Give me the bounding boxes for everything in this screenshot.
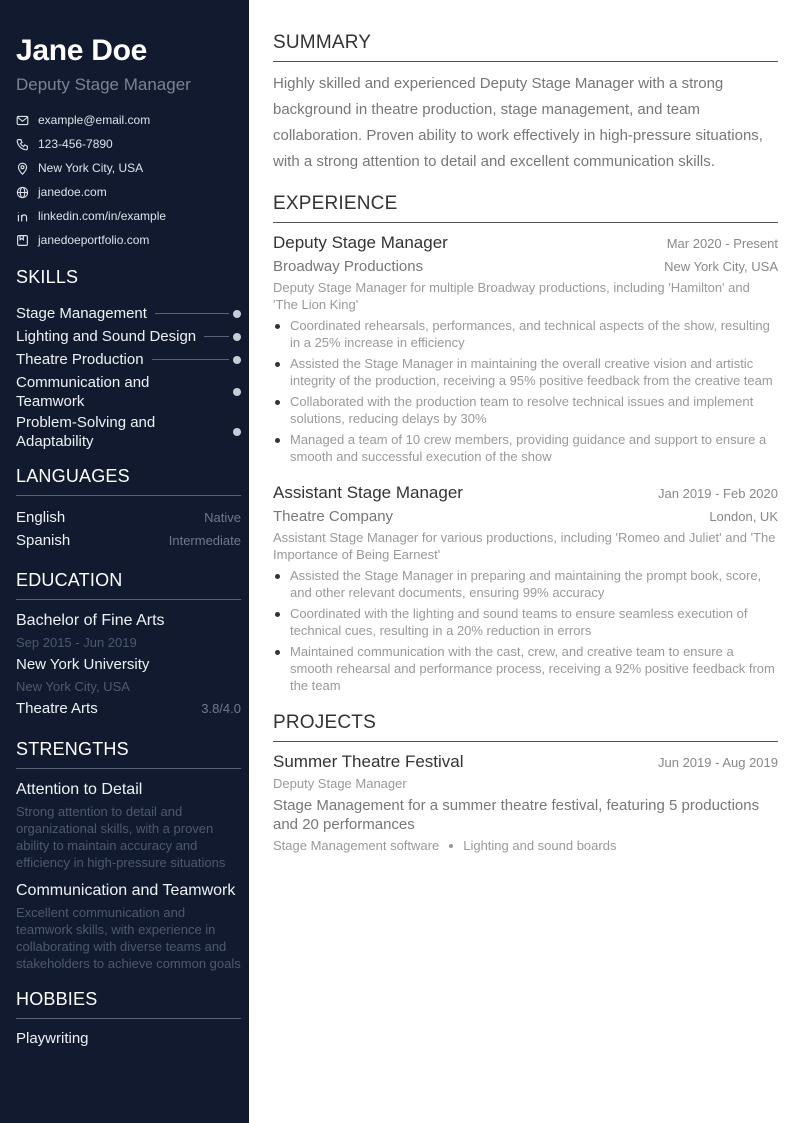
summary-text: Highly skilled and experienced Deputy Stage Manager with a strong background in theatre production, stage management, and team collaboration. Proven ability to work effectively in high-pressure situations, with a strong attention to detail and excellent communication skills.: [273, 75, 763, 170]
strength-title: Attention to Detail: [16, 781, 143, 798]
skill-item: [16, 348, 241, 371]
skill-item: [16, 373, 241, 411]
job-description: Assistant Stage Manager for various productions, including 'Romeo and Juliet' and 'The Importance of Being Earnest': [273, 530, 776, 562]
project-title: Summer Theatre Festival: [273, 752, 464, 771]
candidate-name: Jane Doe: [16, 34, 147, 67]
strengths-list: [16, 779, 241, 972]
experience-entry: [273, 231, 778, 465]
contact-list: [16, 108, 241, 252]
skill-label: Communication and Teamwork: [16, 374, 150, 410]
strength-description: Excellent communication and teamwork skills, with experience in collaborating with diverse teams and stakeholders to achieve common goals: [16, 905, 241, 971]
education-dates: Sep 2015 - Jun 2019: [16, 635, 137, 650]
strength-description: Strong attention to detail and organizational skills, with a proven ability to maintain accuracy and efficiency in high-pressure situations: [16, 804, 226, 870]
language-name: Spanish: [16, 532, 71, 549]
skill-level-dot: [233, 356, 241, 364]
skill-item: [16, 302, 241, 325]
education-degree: Bachelor of Fine Arts: [16, 612, 165, 629]
language-item: [16, 529, 241, 552]
contact-portfolio[interactable]: [16, 228, 241, 252]
skill-connector: [174, 392, 229, 393]
hobbies-heading: HOBBIES: [16, 988, 241, 1019]
project-role: Deputy Stage Manager: [273, 776, 407, 791]
job-header-row: [273, 481, 778, 505]
job-title: Deputy Stage Manager: [273, 233, 448, 252]
strengths-heading: STRENGTHS: [16, 738, 241, 769]
skill-connector: [174, 432, 229, 433]
projects-section: [273, 712, 778, 853]
job-achievements: [273, 567, 778, 694]
achievement-item: Collaborated with the production team to resolve technical issues and implement solutions, reducing delays by 30%: [273, 393, 778, 427]
contact-email[interactable]: [16, 108, 241, 132]
education-gpa: 3.8/4.0: [201, 701, 241, 716]
achievement-item: Assisted the Stage Manager in maintaining the overall creative vision and artistic integrity of the production, receiving a 95% positive feedback from the creative team: [273, 355, 778, 389]
job-company-row: [273, 505, 778, 529]
summary-heading: SUMMARY: [273, 32, 778, 62]
location-pin-icon: [16, 162, 29, 175]
job-company: Theatre Company: [273, 508, 394, 525]
language-item: [16, 506, 241, 529]
achievement-item: Assisted the Stage Manager in preparing and maintaining the prompt book, score, and other relevant documents, ensuring 99% accuracy: [273, 567, 778, 601]
contact-linkedin[interactable]: [16, 204, 241, 228]
skill-level-dot: [233, 428, 241, 436]
mail-icon: [16, 114, 29, 127]
experience-section: [273, 193, 778, 694]
languages-list: [16, 506, 241, 552]
contact-location: [16, 156, 241, 180]
project-dates: Jun 2019 - Aug 2019: [658, 755, 778, 770]
main-content: [273, 32, 778, 853]
language-level: Intermediate: [168, 533, 241, 548]
contact-website-text: janedoe.com: [38, 185, 107, 199]
project-entry: [273, 750, 778, 853]
language-name: English: [16, 509, 66, 526]
skill-level-dot: [233, 388, 241, 396]
experience-heading: EXPERIENCE: [273, 193, 778, 223]
contact-portfolio-text: janedoeportfolio.com: [38, 233, 150, 247]
contact-email-text: example@email.com: [38, 113, 151, 127]
job-dates: Jan 2019 - Feb 2020: [658, 486, 778, 501]
skill-label: Theatre Production: [16, 351, 144, 368]
achievement-item: Managed a team of 10 crew members, providing guidance and support to ensure a smooth and successful execution of the show: [273, 431, 778, 465]
projects-heading: PROJECTS: [273, 712, 778, 742]
contact-location-text: New York City, USA: [38, 161, 144, 175]
globe-icon: [16, 186, 29, 199]
linkedin-icon: [16, 210, 29, 223]
project-description: Stage Management for a summer theatre festival, featuring 5 productions and 20 performances: [273, 797, 760, 833]
project-tools: [273, 838, 778, 853]
achievement-item: Coordinated with the lighting and sound teams to ensure seamless execution of technical cues, resulting in a 20% reduction in errors: [273, 605, 778, 639]
job-description: Deputy Stage Manager for multiple Broadway productions, including 'Hamilton' and 'The Lion King': [273, 280, 750, 312]
skills-heading: SKILLS: [16, 267, 79, 287]
education-school: New York University: [16, 656, 150, 673]
job-dates: Mar 2020 - Present: [666, 236, 778, 251]
skill-level-dot: [233, 333, 241, 341]
education-heading: EDUCATION: [16, 569, 241, 600]
contact-linkedin-text: linkedin.com/in/example: [38, 209, 167, 223]
skill-item: [16, 413, 241, 451]
contact-phone[interactable]: [16, 132, 241, 156]
skill-connector: [155, 313, 229, 314]
project-tool: Stage Management software: [273, 838, 440, 853]
hobby-item: Playwriting: [16, 1030, 89, 1047]
language-level: Native: [204, 510, 241, 525]
project-header-row: [273, 750, 778, 774]
skill-item: [16, 325, 241, 348]
job-achievements: [273, 317, 778, 465]
phone-icon: [16, 138, 29, 151]
achievement-item: Maintained communication with the cast, crew, and creative team to ensure a smooth rehearsal and performance process, receiving a 92% positive feedback from the team: [273, 643, 778, 694]
education-field-row: [16, 698, 241, 720]
job-company-row: [273, 255, 778, 279]
job-location: London, UK: [709, 509, 778, 524]
candidate-title: Deputy Stage Manager: [16, 75, 191, 94]
job-header-row: [273, 231, 778, 255]
skill-level-dot: [233, 310, 241, 318]
job-title: Assistant Stage Manager: [273, 483, 463, 502]
job-location: New York City, USA: [664, 259, 778, 274]
skill-label: Lighting and Sound Design: [16, 328, 197, 345]
strength-item: [16, 880, 241, 972]
strength-item: [16, 779, 241, 871]
portfolio-icon: [16, 234, 29, 247]
skill-label: Problem-Solving and Adaptability: [16, 414, 156, 450]
contact-phone-text: 123-456-7890: [38, 137, 113, 151]
project-tool: Lighting and sound boards: [463, 838, 617, 853]
achievement-item: Coordinated rehearsals, performances, and technical aspects of the show, resulting in a 25% increase in efficiency: [273, 317, 778, 351]
experience-entry: [273, 481, 778, 694]
contact-website[interactable]: [16, 180, 241, 204]
skill-label: Stage Management: [16, 305, 147, 322]
tool-separator-dot: [449, 844, 453, 848]
skill-connector: [204, 336, 229, 337]
education-field: Theatre Arts: [16, 700, 98, 717]
sidebar: [0, 0, 249, 1123]
languages-heading: LANGUAGES: [16, 465, 241, 496]
education-entry: [16, 610, 241, 720]
education-location: New York City, USA: [16, 679, 130, 694]
skills-list: [16, 302, 241, 451]
job-company: Broadway Productions: [273, 258, 424, 275]
strength-title: Communication and Teamwork: [16, 882, 236, 899]
summary-section: [273, 32, 778, 175]
skill-connector: [152, 359, 229, 360]
